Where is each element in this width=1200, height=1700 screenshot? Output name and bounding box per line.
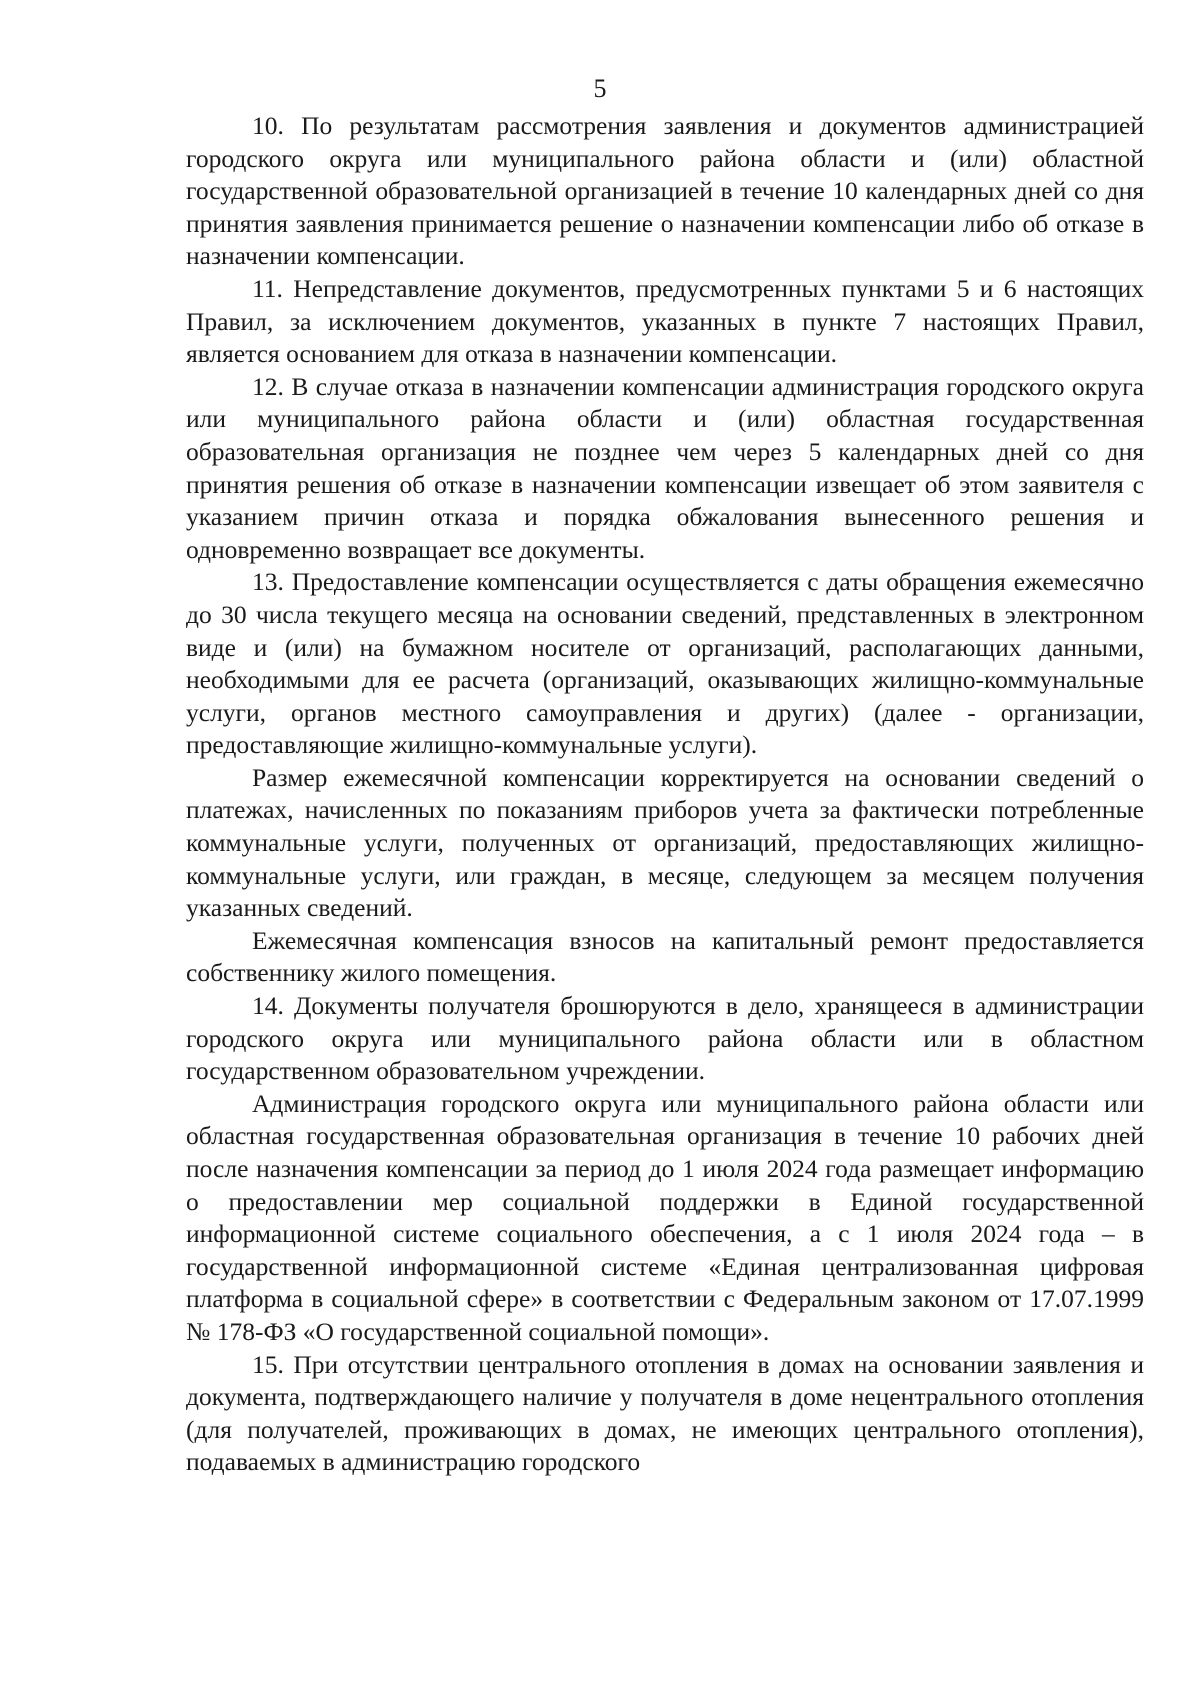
paragraph-14: 14. Документы получателя брошюруются в дело, хранящееся в администрации городского округа или муниципального района области или в областном государственном образовательном учреждении.	[186, 991, 1144, 1086]
page-number: 5	[593, 74, 607, 103]
paragraph-13: 13. Предоставление компенсации осуществляется с даты обращения ежемесячно до 30 числа текущего месяца на основании сведений, представленных в электронном виде и (или) на бумажном носителе от организаций, располагающих данными, необходимыми для ее расчета (организаций, оказывающих жилищно-коммунальные услуги, органов местного самоуправления и других) (далее - организации, предоставляющие жилищно-коммунальные услуги).	[186, 567, 1144, 760]
paragraph-10: 10. По результатам рассмотрения заявления и документов администрацией городского округа или муниципального района области и (или) областной государственной образовательной организацией в течение 10 календарных дней со дня принятия заявления принимается решение о назначении компенсации либо об отказе в назначении компенсации.	[186, 111, 1144, 271]
paragraph-13-compensation-adjustment: Размер ежемесячной компенсации корректируется на основании сведений о платежах, начисленных по показаниям приборов учета за фактически потребленные коммунальные услуги, полученных от организаций, предоставляющих жилищно-коммунальные услуги, или граждан, в месяце, следующем за месяцем получения указанных сведений.	[186, 762, 1144, 923]
paragraph-14-information-posting: Администрация городского округа или муниципального района области или областная государственная образовательная организация в течение 10 рабочих дней после назначения компенсации за период до 1 июля 2024 года размещает информацию о предоставлении мер социальной поддержки в Единой государственной информационной системе социального обеспечения, а с 1 июля 2024 года – в государственной информационной системе «Единая централизованная цифровая платформа в социальной сфере» в соответствии с Федеральным законом от 17.07.1999 № 178-ФЗ «О государственной социальной помощи».	[186, 1088, 1144, 1346]
page-body	[186, 110, 1144, 1479]
paragraph-11: 11. Непредставление документов, предусмотренных пунктами 5 и 6 настоящих Правил, за исключением документов, указанных в пункте 7 настоящих Правил, является основанием для отказа в назначении компенсации.	[186, 273, 1144, 369]
paragraph-15: 15. При отсутствии центрального отопления в домах на основании заявления и документа, подтверждающего наличие у получателя в доме нецентрального отопления (для получателей, проживающих в домах, не имеющих центрального отопления), подаваемых в администрацию городского	[186, 1349, 1144, 1477]
paragraph-12: 12. В случае отказа в назначении компенсации администрация городского округа или муниципального района области и (или) областная государственная образовательная организация не позднее чем через 5 календарных дней со дня принятия решения об отказе в назначении компенсации извещает об этом заявителя с указанием причин отказа и порядка обжалования вынесенного решения и одновременно возвращает все документы.	[186, 371, 1144, 564]
paragraph-13-capital-repair: Ежемесячная компенсация взносов на капитальный ремонт предоставляется собственнику жилого помещения.	[186, 925, 1144, 988]
